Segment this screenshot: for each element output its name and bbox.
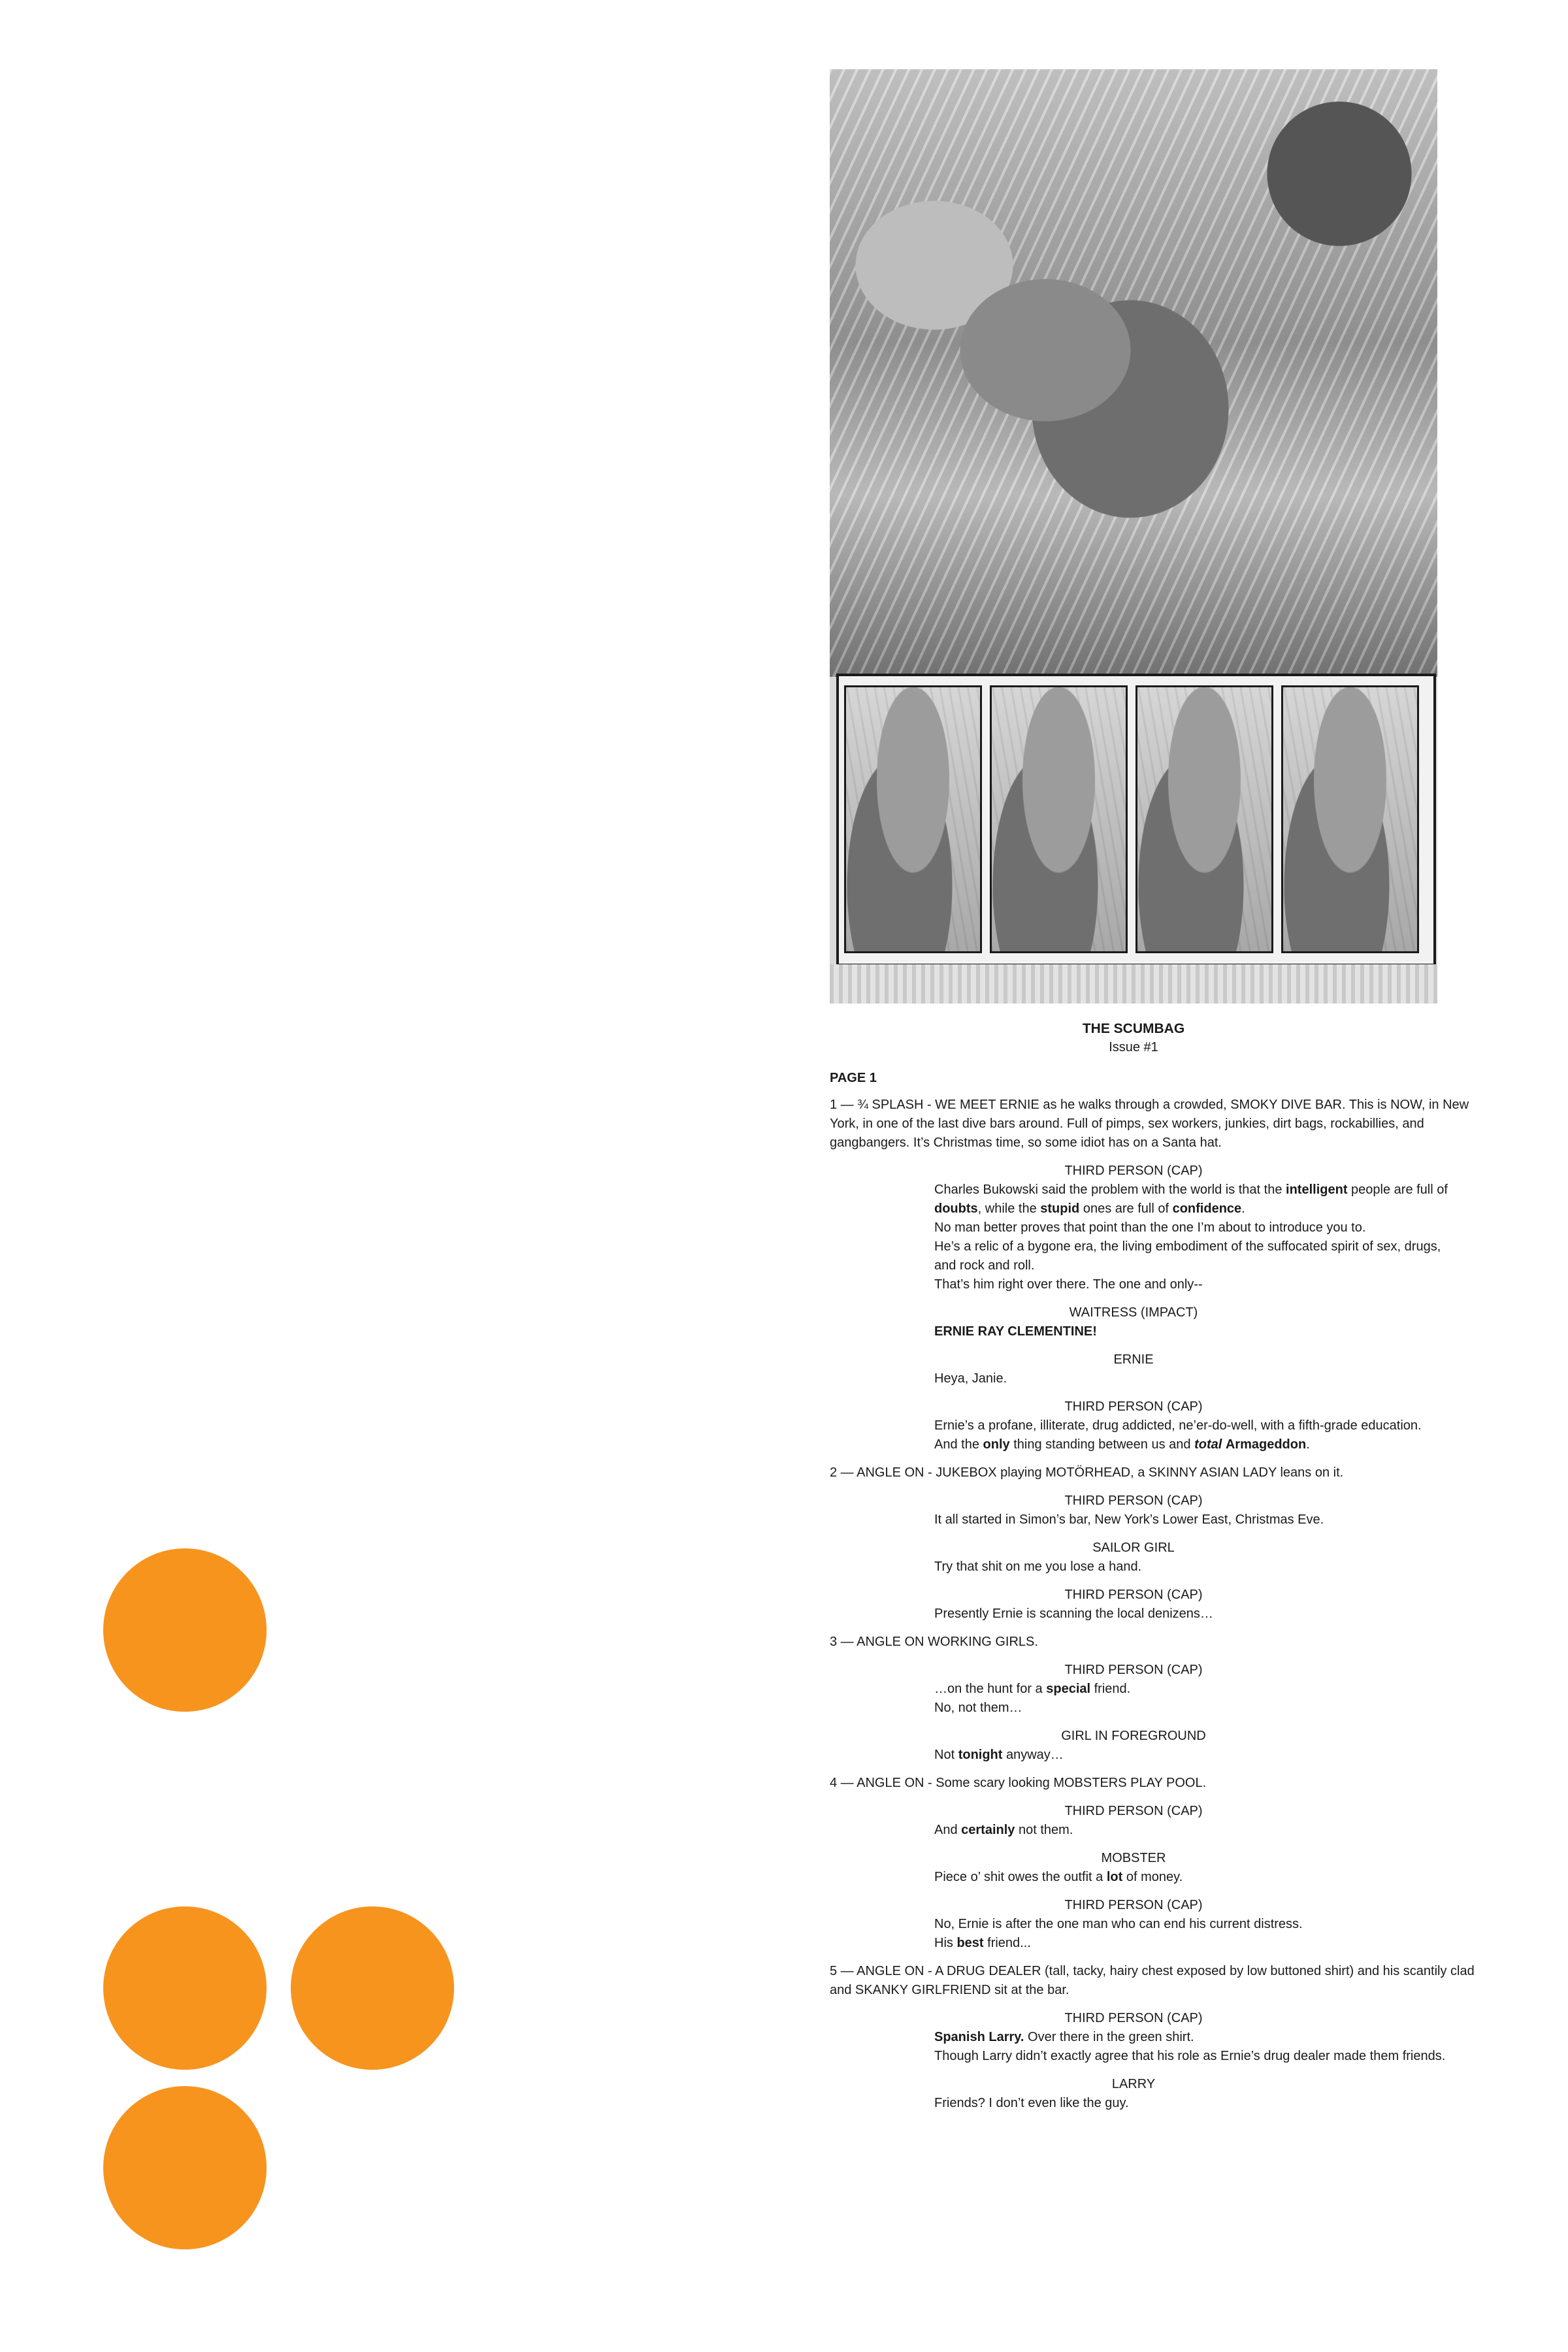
dialogue-line: Spanish Larry. Over there in the green shirt.	[934, 2030, 1194, 2044]
character-name: THIRD PERSON (CAP)	[1064, 1804, 1203, 1818]
character-name: THIRD PERSON (CAP)	[1064, 2011, 1203, 2025]
panel-description: 1 — ¾ SPLASH - WE MEET ERNIE as he walks through a crowded, SMOKY DIVE BAR. This is NOW, in New York, in one of the last dive bars around. Full of pimps, sex workers, junkies, dirt bags, rockabillies, and gangbangers. It’s Christmas time, so some idiot has on a Santa hat.	[830, 1098, 1469, 1150]
dialogue-line: Though Larry didn’t exactly agree that his role as Ernie’s drug dealer made them friends.	[934, 2049, 1446, 2063]
character-name: GIRL IN FOREGROUND	[1061, 1729, 1206, 1743]
panel-strip	[836, 674, 1436, 966]
dialogue-line: It all started in Simon’s bar, New York’s Lower East, Christmas Eve.	[934, 1512, 1324, 1527]
dialogue-line: Piece o’ shit owes the outfit a lot of money.	[934, 1870, 1183, 1884]
dialogue-line: Heya, Janie.	[934, 1371, 1007, 1386]
panel-drug-dealer-bar	[1281, 685, 1419, 953]
dialogue-block	[830, 1397, 1483, 1454]
dialogue-block	[830, 1303, 1483, 1341]
orange-dot-decoration	[103, 1548, 267, 1712]
character-name: WAITRESS (IMPACT)	[1069, 1305, 1198, 1320]
character-name: SAILOR GIRL	[1092, 1541, 1175, 1555]
dialogue-line: No, not them…	[934, 1701, 1022, 1715]
panel-working-girls	[990, 685, 1128, 953]
page-heading: PAGE 1	[830, 1071, 877, 1085]
comic-script	[830, 1019, 1483, 2122]
dialogue-block	[830, 1661, 1483, 1718]
dialogue-block	[830, 2075, 1483, 2113]
dialogue-line: …on the hunt for a special friend.	[934, 1682, 1131, 1696]
panel-description: 4 — ANGLE ON - Some scary looking MOBSTERS PLAY POOL.	[830, 1776, 1207, 1790]
panel-description: 3 — ANGLE ON WORKING GIRLS.	[830, 1635, 1038, 1649]
dialogue-line: Try that shit on me you lose a hand.	[934, 1560, 1142, 1574]
dialogue-line: And the only thing standing between us and total Armageddon.	[934, 1437, 1310, 1452]
script-issue: Issue #1	[1109, 1040, 1158, 1054]
dialogue-line: Not tonight anyway…	[934, 1748, 1064, 1762]
dialogue-block	[830, 1849, 1483, 1887]
dialogue-line: No, Ernie is after the one man who can end his current distress.	[934, 1917, 1303, 1931]
dialogue-block	[830, 1162, 1483, 1294]
artwork-floor-texture	[830, 964, 1437, 1004]
dialogue-line: Charles Bukowski said the problem with the world is that the intelligent people are full of doubts, while the stupid ones are full of confidence.	[934, 1183, 1448, 1216]
character-name: THIRD PERSON (CAP)	[1064, 1588, 1203, 1602]
dialogue-block	[830, 1586, 1483, 1624]
dialogue-line: ERNIE RAY CLEMENTINE!	[934, 1324, 1097, 1339]
splash-panel-dive-bar	[830, 69, 1437, 677]
dialogue-block	[830, 1350, 1483, 1388]
comic-page-artwork	[830, 69, 1437, 1004]
script-title: THE SCUMBAG	[1082, 1021, 1185, 1036]
dialogue-block	[830, 2009, 1483, 2066]
panel-description: 2 — ANGLE ON - JUKEBOX playing MOTÖRHEAD, a SKINNY ASIAN LADY leans on it.	[830, 1465, 1344, 1480]
dialogue-line: His best friend...	[934, 1936, 1031, 1950]
character-name: ERNIE	[1113, 1352, 1154, 1367]
character-name: THIRD PERSON (CAP)	[1064, 1494, 1203, 1508]
dialogue-block	[830, 1492, 1483, 1529]
character-name: THIRD PERSON (CAP)	[1064, 1399, 1203, 1414]
dialogue-line: He’s a relic of a bygone era, the living embodiment of the suffocated spirit of sex, drugs, and rock and roll.	[934, 1239, 1441, 1273]
character-name: THIRD PERSON (CAP)	[1064, 1898, 1203, 1912]
character-name: THIRD PERSON (CAP)	[1064, 1663, 1203, 1677]
panel-jukebox	[844, 685, 982, 953]
orange-dot-decoration	[103, 1906, 267, 2070]
dialogue-block	[830, 1539, 1483, 1576]
dialogue-block	[830, 1802, 1483, 1840]
dialogue-line: Presently Ernie is scanning the local denizens…	[934, 1607, 1213, 1621]
orange-dot-decoration	[103, 2086, 267, 2249]
dialogue-line: Friends? I don’t even like the guy.	[934, 2096, 1129, 2110]
dialogue-line: No man better proves that point than the one I’m about to introduce you to.	[934, 1220, 1366, 1235]
dialogue-line: And certainly not them.	[934, 1823, 1073, 1837]
dialogue-line: That’s him right over there. The one and only--	[934, 1277, 1203, 1292]
character-name: THIRD PERSON (CAP)	[1064, 1164, 1203, 1178]
dialogue-line: Ernie’s a profane, illiterate, drug addicted, ne’er-do-well, with a fifth-grade education.	[934, 1418, 1422, 1433]
dialogue-block	[830, 1896, 1483, 1953]
character-name: LARRY	[1111, 2077, 1156, 2091]
dialogue-block	[830, 1727, 1483, 1765]
panel-mobsters-pool	[1135, 685, 1273, 953]
panel-description: 5 — ANGLE ON - A DRUG DEALER (tall, tacky, hairy chest exposed by low buttoned shirt) and his scantily clad and SKANKY GIRLFRIEND sit at the bar.	[830, 1964, 1475, 1997]
character-name: MOBSTER	[1101, 1851, 1166, 1865]
orange-dot-decoration	[291, 1906, 454, 2070]
